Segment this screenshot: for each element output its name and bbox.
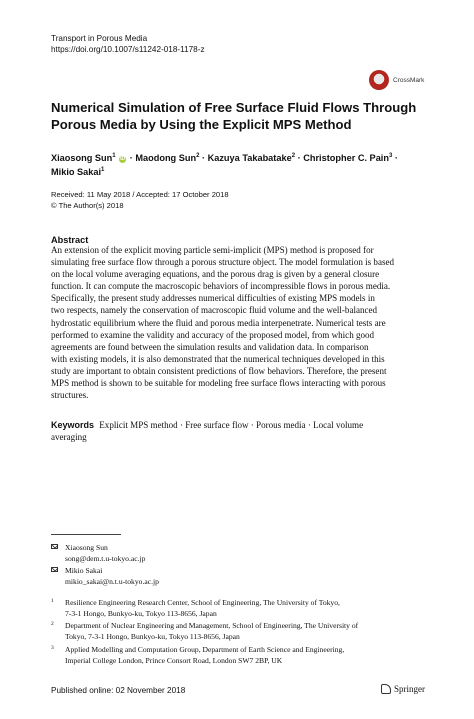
affiliation-line: Applied Modelling and Computation Group, Department of Earth Science and Engineering,	[65, 645, 345, 654]
contact-name: Xiaosong Sun	[65, 543, 108, 552]
journal-header	[51, 33, 205, 55]
abstract-line: Specifically, the present study addresses numerical difficulties of existing MPS models in	[51, 293, 375, 304]
affiliation-number: 2	[51, 621, 54, 627]
abstract-line: hydrostatic equilibrium where the fluid and porous media interpenetrate. Numerical tests are	[51, 317, 386, 328]
orcid-icon[interactable]: iD	[120, 156, 126, 163]
affiliation-line: Tokyo, 7-3-1 Hongo, Bunkyo-ku, Tokyo 113-8656, Japan	[65, 631, 240, 641]
affiliation-line: 7-3-1 Hongo, Bunkyo-ku, Tokyo 113-8656, Japan	[65, 608, 217, 618]
author-affiliation-mark: 2	[196, 153, 200, 159]
footnote-divider	[51, 534, 121, 535]
abstract-line: structures.	[51, 390, 89, 401]
received-accepted: Received: 11 May 2018 / Accepted: 17 October 2018	[51, 190, 229, 199]
abstract-line: agreements are found between the simulation results and validation data. In comparison	[51, 341, 369, 352]
author-list: Xiaosong Sun$^1$ iD · Maodong Sun$^2$ · Kazuya Takabatake$^2$ · Christopher C. Pain$^3$ · Mikio Sakai$^1$	[51, 153, 398, 178]
envelope-icon	[51, 544, 58, 549]
copyright: © The Author(s) 2018	[51, 200, 124, 210]
author-name[interactable]: Kazuya Takabatake	[207, 153, 292, 164]
affiliation-number: 1	[51, 598, 54, 604]
publisher-name: Springer	[394, 684, 425, 694]
springer-horse-icon	[381, 684, 391, 694]
article-title	[51, 99, 421, 133]
author-affiliation-mark: 1	[101, 167, 105, 174]
abstract-line: with existing models, it is also demonstrated that the numerical techniques developed in this	[51, 353, 385, 364]
title-line: Porous Media by Using the Explicit MPS Method	[51, 117, 352, 132]
article-dates	[51, 190, 229, 211]
affiliation-line: Imperial College London, Prince Consort Road, London SW7 2BP, UK	[65, 655, 283, 665]
author-affiliation-mark: 3	[388, 153, 393, 159]
contact-email[interactable]: song@dem.t.u-tokyo.ac.jp	[65, 553, 146, 563]
crossmark-label: CrossMark	[393, 76, 425, 84]
affiliation-line: Department of Nuclear Engineering and Management, School of Engineering, The University of	[65, 621, 359, 630]
author-name[interactable]: Christopher C. Pain	[303, 153, 389, 164]
keywords-label: Keywords	[51, 420, 95, 430]
springer-logo	[381, 684, 425, 694]
abstract-line: function. It can compute the macroscopic behaviors of incompressible flows in porous media.	[51, 281, 391, 292]
abstract-line: study are important to obtain consistent predictions of flow behaviors. Therefore, the present	[51, 365, 387, 376]
keywords	[51, 419, 425, 443]
abstract-heading: Abstract	[51, 235, 89, 245]
published-date: Published online: 02 November 2018	[51, 686, 186, 695]
crossmark-badge[interactable]	[369, 67, 429, 93]
abstract-line: two respects, namely the conservation of macroscopic fluid volume and the well-balanced	[51, 305, 378, 316]
abstract-line: performed to examine the validity and accuracy of the proposed model, from which good	[51, 329, 375, 340]
abstract-line: MPS method is shown to be suitable for modeling free surface flows interacting with porous	[51, 378, 386, 389]
abstract-body	[51, 244, 425, 401]
abstract-line: An extension of the explicit moving particle semi-implicit (MPS) method is proposed for	[51, 245, 374, 255]
author-name[interactable]: Maodong Sun	[135, 153, 197, 164]
author-name[interactable]: Mikio Sakai	[51, 167, 102, 178]
affiliation-number: 3	[51, 645, 54, 651]
title-line: Numerical Simulation of Free Surface Fluid Flows Through	[51, 100, 417, 115]
author-affiliation-mark: 1	[112, 153, 116, 159]
doi-link[interactable]: https://doi.org/10.1007/s11242-018-1178-z	[51, 45, 205, 54]
keywords-text: averaging	[51, 432, 87, 443]
envelope-icon	[51, 567, 58, 572]
keywords-text: Explicit MPS method · Free surface flow · Porous media · Local volume	[99, 420, 364, 430]
abstract-line: on the local volume averaging equations, and the porous drag is given by a general closure	[51, 269, 380, 280]
contact-name: Mikio Sakai	[65, 566, 103, 575]
author-affiliation-mark: 2	[291, 153, 296, 159]
abstract-line: simulating free surface flow through a porous structure object. The model formulation is based	[51, 257, 395, 268]
crossmark-icon	[369, 70, 389, 90]
contact-email[interactable]: mikio_sakai@n.t.u-tokyo.ac.jp	[65, 576, 159, 586]
affiliation-line: Resilience Engineering Research Center, School of Engineering, The University of Tokyo,	[65, 598, 340, 607]
author-name[interactable]: Xiaosong Sun	[51, 153, 113, 164]
journal-name: Transport in Porous Media	[51, 34, 148, 43]
